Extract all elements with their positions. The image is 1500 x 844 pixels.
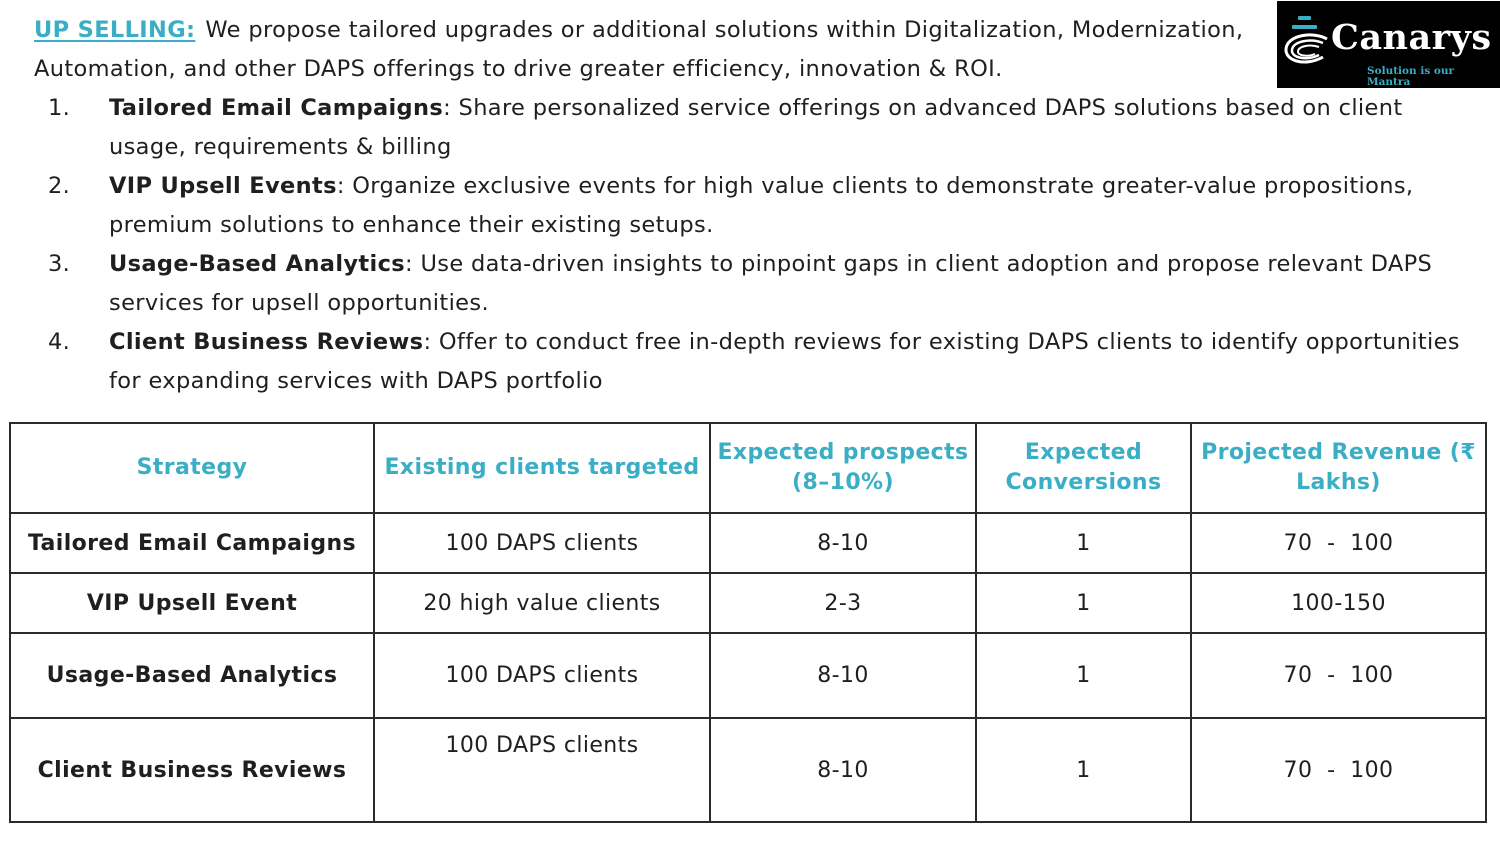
table-row [10, 633, 1486, 718]
cell-strategy: Usage-Based Analytics [10, 633, 374, 718]
table-header-row [10, 423, 1486, 513]
cell-revenue: 100-150 [1191, 573, 1486, 633]
header-projected-revenue: Projected Revenue (₹ Lakhs) [1191, 423, 1486, 513]
list-item [34, 89, 1474, 167]
strategy-list [34, 89, 1474, 401]
cell-prospects: 8-10 [710, 633, 976, 718]
logo-name: Canarys [1331, 17, 1492, 58]
list-number: 4. [48, 329, 71, 355]
list-term: Tailored Email Campaigns [109, 95, 444, 121]
cell-clients: 20 high value clients [374, 573, 710, 633]
cell-conversions: 1 [976, 513, 1191, 573]
list-number: 3. [48, 251, 71, 277]
list-item [34, 167, 1474, 245]
list-description: : Offer to conduct free in-depth reviews for existing DAPS clients to identify opportunities for expanding services with DAPS portfolio [109, 329, 1460, 394]
cell-revenue: 70 - 100 [1191, 513, 1486, 573]
canarys-swirl-icon [1283, 13, 1329, 75]
list-description: : Organize exclusive events for high value clients to demonstrate greater-value propositions, premium solutions to enhance their existing setups. [109, 173, 1414, 238]
header-expected-conversions: Expected Conversions [976, 423, 1191, 513]
header-expected-prospects: Expected prospects (8–10%) [710, 423, 976, 513]
cell-strategy: VIP Upsell Event [10, 573, 374, 633]
table-row [10, 513, 1486, 573]
cell-revenue: 70 - 100 [1191, 718, 1486, 822]
cell-clients: 100 DAPS clients [374, 718, 710, 822]
list-number: 1. [48, 95, 71, 121]
cell-conversions: 1 [976, 718, 1191, 822]
cell-strategy: Tailored Email Campaigns [10, 513, 374, 573]
up-selling-heading[interactable]: UP SELLING: [34, 17, 196, 43]
list-description: : Share personalized service offerings on advanced DAPS solutions based on client usage, requirements & billing [109, 95, 1403, 160]
cell-conversions: 1 [976, 633, 1191, 718]
cell-prospects: 8-10 [710, 513, 976, 573]
cell-clients: 100 DAPS clients [374, 513, 710, 573]
list-term: VIP Upsell Events [109, 173, 337, 199]
cell-conversions: 1 [976, 573, 1191, 633]
cell-strategy: Client Business Reviews [10, 718, 374, 822]
list-term: Client Business Reviews [109, 329, 424, 355]
list-number: 2. [48, 173, 71, 199]
intro-paragraph [34, 11, 1254, 89]
list-item [34, 245, 1474, 323]
list-term: Usage-Based Analytics [109, 251, 406, 277]
table-row [10, 718, 1486, 822]
logo-tagline: Solution is our Mantra [1367, 65, 1455, 88]
cell-prospects: 2-3 [710, 573, 976, 633]
header-existing-clients: Existing clients targeted [374, 423, 710, 513]
cell-clients: 100 DAPS clients [374, 633, 710, 718]
cell-revenue: 70 - 100 [1191, 633, 1486, 718]
header-strategy: Strategy [10, 423, 374, 513]
canarys-logo [1277, 1, 1500, 88]
cell-prospects: 8-10 [710, 718, 976, 822]
intro-text: We propose tailored upgrades or additional solutions within Digitalization, Modernization, Automation, and other DAPS offerings to drive greater efficiency, innovation & ROI. [34, 17, 1244, 82]
table-row [10, 573, 1486, 633]
upsell-strategy-table [9, 422, 1487, 823]
list-description: : Use data-driven insights to pinpoint gaps in client adoption and propose relevant DAPS services for upsell opportunities. [109, 251, 1433, 316]
list-item [34, 323, 1474, 401]
